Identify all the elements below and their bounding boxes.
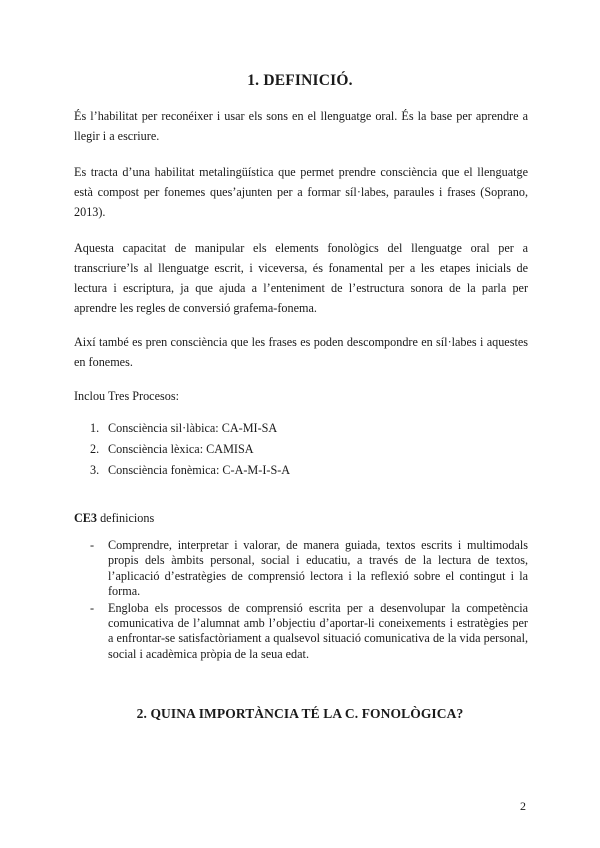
- list-item: [90, 538, 528, 600]
- list-item-text: Consciència sil·làbica: CA-MI-SA: [108, 421, 278, 435]
- page-number: 2: [520, 799, 526, 813]
- paragraph-5: Inclou Tres Procesos:: [74, 389, 179, 403]
- list-item-text: Consciència lèxica: CAMISA: [108, 442, 254, 456]
- list-item: [90, 418, 290, 439]
- paragraph-3: Aquesta capacitat de manipular els elements fonològics del llenguatge oral per a transcriure’ls al llenguatge escrit, i viceversa, és fonamental per a les etapes inicials de lectura i escriptura, ja que ajuda a l’enteniment de l’estructura sonora de la parla per aprendre les regles de conversió grafema-fonema.: [74, 241, 528, 315]
- section-heading-definicio: 1. DEFINICIÓ.: [247, 72, 353, 89]
- paragraph-2: Es tracta d’una habilitat metalingüística que permet prendre consciència que el llenguatge està compost per fonemes ques’ajunten per a formar síl·labes, paraules i frases (Soprano, 2013).: [74, 165, 528, 219]
- list-item-text: Comprendre, interpretar i valorar, de manera guiada, textos escrits i multimodals propis dels àmbits personal, social i educatiu, a través de la lectura de textos, l’aplicació d’estratègies de comprensió lectora i la reflexió sobre el contingut i la forma.: [108, 538, 528, 599]
- list-item-text: Consciència fonèmica: C-A-M-I-S-A: [108, 463, 291, 477]
- list-item-number: 1.: [90, 421, 100, 435]
- ce3-label: definicions: [97, 511, 155, 525]
- list-item-marker: -: [90, 600, 95, 615]
- list-item: [90, 460, 290, 481]
- ce3-code: CE3: [74, 511, 98, 525]
- ce3-definitions-list: [90, 538, 528, 663]
- ce3-heading: [74, 508, 154, 528]
- processes-list: [90, 418, 290, 481]
- paragraph-1: És l’habilitat per reconéixer i usar els sons en el llenguatge oral. És la base per aprendre a llegir i a escriure.: [74, 109, 528, 143]
- list-item: [90, 601, 528, 663]
- section-heading-importancia: 2. QUINA IMPORTÀNCIA TÉ LA C. FONOLÒGICA?: [136, 706, 464, 721]
- paragraph-4: Així també es pren consciència que les frases es poden descompondre en síl·labes i aquestes en fonemes.: [74, 335, 528, 369]
- list-item-marker: -: [90, 538, 95, 552]
- list-item: [90, 439, 290, 460]
- list-item-text: Engloba els processos de comprensió escrita per a desenvolupar la competència comunicativa de l’alumnat amb l’objectiu d’aportar-li coneixements i estratègies per a enfrontar-se satisfactòriament a qualsevol situació comunicativa de la vida personal, social i acadèmica pròpia de la seua edat.: [108, 600, 528, 661]
- list-item-number: 2.: [90, 442, 100, 456]
- list-item-number: 3.: [90, 463, 100, 477]
